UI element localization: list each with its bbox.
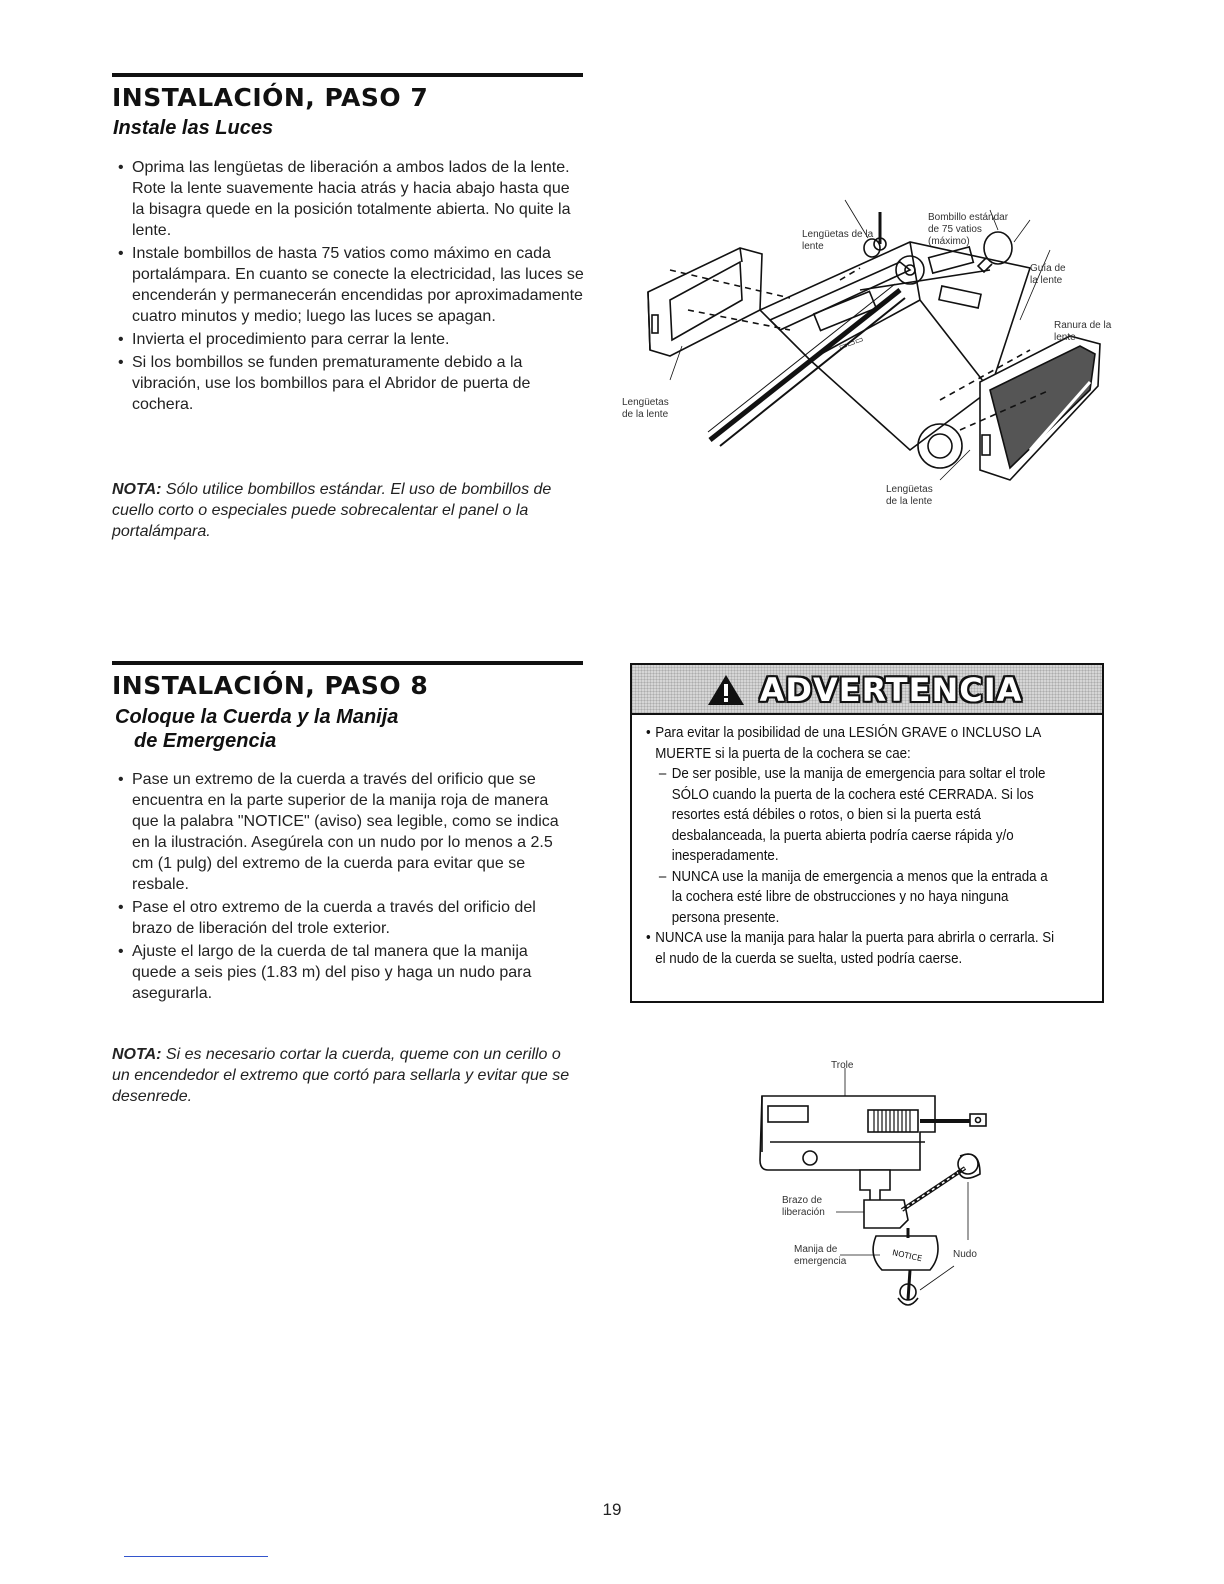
step8-note-text: Si es necesario cortar la cuerda, queme con un cerillo o un encendedor el extremo que cortó para sellarla y evitar que se desenrede.: [112, 1046, 570, 1105]
warning-box: [630, 663, 1104, 1003]
step8-note: [112, 1044, 578, 1107]
step8-subtitle-line2: de Emergencia: [134, 730, 277, 752]
label-emergency-handle: Manija de emergencia: [794, 1244, 847, 1267]
warning-item: • NUNCA use la manija para halar la puerta para abrirla o cerrarla. Si el nudo de la cuerda se suelta, usted podría caerse.: [646, 928, 1056, 969]
label-trolley: Trole: [831, 1060, 854, 1071]
label-knot: Nudo: [953, 1249, 977, 1260]
warning-item: • Para evitar la posibilidad de una LESIÓN GRAVE o INCLUSO LA MUERTE si la puerta de la cochera se cae:: [646, 723, 1056, 764]
step8-bullet: • Pase el otro extremo de la cuerda a través del orificio del brazo de liberación del trole exterior.: [112, 897, 570, 939]
warning-body: [646, 723, 1056, 969]
step7-title: INSTALACIÓN, PASO 7: [112, 83, 429, 112]
step8-bullet: • Ajuste el largo de la cuerda de tal manera que la manija quede a seis pies (1.83 m) del piso y haga un nudo para asegurarla.: [112, 941, 570, 1004]
step7-top-rule: [112, 73, 583, 77]
warning-subitem: – De ser posible, use la manija de emergencia para soltar el trole SÓLO cuando la puerta de la cochera esté CERRADA. Si los resortes está débiles o rotos, o bien si la puerta está desbalanceada, la puerta abierta podría caerse rápida y/o inesperadamente.: [646, 764, 1056, 867]
step8-bullet-list: [112, 769, 570, 1006]
warning-header: [632, 665, 1102, 715]
label-lens-slot: Ranura de la lente: [1054, 320, 1112, 343]
step7-subtitle: Instale las Luces: [113, 117, 274, 139]
step7-bullet: • Si los bombillos se funden prematuramente debido a la vibración, use los bombillos para el Abridor de puerta de cochera.: [112, 352, 584, 415]
svg-text:▭▭▭: ▭▭▭: [837, 334, 866, 353]
step7-bullet-list: [112, 157, 584, 417]
footer-line: [124, 1556, 268, 1557]
page-number: 19: [602, 1500, 622, 1519]
step7-bullet: • Invierta el procedimiento para cerrar la lente.: [112, 329, 584, 350]
warning-title: ADVERTENCIA: [759, 671, 1023, 709]
warning-subitem: – NUNCA use la manija de emergencia a menos que la entrada a la cochera esté libre de obstrucciones y no haya ninguna persona presente.: [646, 867, 1056, 929]
label-lens-tabs-left: Lengüetas de la lente: [622, 397, 669, 420]
label-release-arm: Brazo de liberación: [782, 1195, 825, 1218]
step8-subtitle-line1: Coloque la Cuerda y la Manija: [115, 706, 399, 728]
step7-bullet: • Oprima las lengüetas de liberación a ambos lados de la lente. Rote la lente suavemente hacia atrás y hacia abajo hasta que la bisagra quede en la posición totalmente abierta. No quite la lente.: [112, 157, 584, 241]
step7-note-text: Sólo utilice bombillos estándar. El uso de bombillos de cuello corto o especiales puede sobrecalentar el panel o la portalámpara.: [112, 481, 552, 540]
label-lens-tabs-bottom: Lengüetas de la lente: [886, 484, 933, 507]
step8-note-label: NOTA:: [112, 1046, 162, 1063]
label-lens-guide: Guía de la lente: [1030, 263, 1066, 286]
trolley-handle-illustration: [740, 1060, 1020, 1320]
label-lens-tabs-top: Lengüetas de la lente: [802, 229, 874, 252]
step7-note-label: NOTA:: [112, 481, 162, 498]
handle-notice-text: NOTICE: [891, 1248, 923, 1264]
step7-note: [112, 479, 584, 542]
label-standard-bulb: Bombillo estándar de 75 vatios (máximo): [928, 212, 1009, 247]
opener-lens-illustration: [610, 150, 1110, 520]
step8-top-rule: [112, 661, 583, 665]
step8-title: INSTALACIÓN, PASO 8: [112, 671, 429, 700]
step7-bullet: • Instale bombillos de hasta 75 vatios como máximo en cada portalámpara. En cuanto se conecte la electricidad, las luces se encenderán y permanecerán encendidas por aproximadamente cuatro minutos y medio; luego las luces se apagan.: [112, 243, 584, 327]
step8-bullet: • Pase un extremo de la cuerda a través del orificio que se encuentra en la parte superior de la manija roja de manera que la palabra "NOTICE" (aviso) sea legible, como se indica en la ilustración. Asegúrela con un nudo por lo menos a 2.5 cm (1 pulg) del extremo de la cuerda para evitar que se resbale.: [112, 769, 570, 895]
